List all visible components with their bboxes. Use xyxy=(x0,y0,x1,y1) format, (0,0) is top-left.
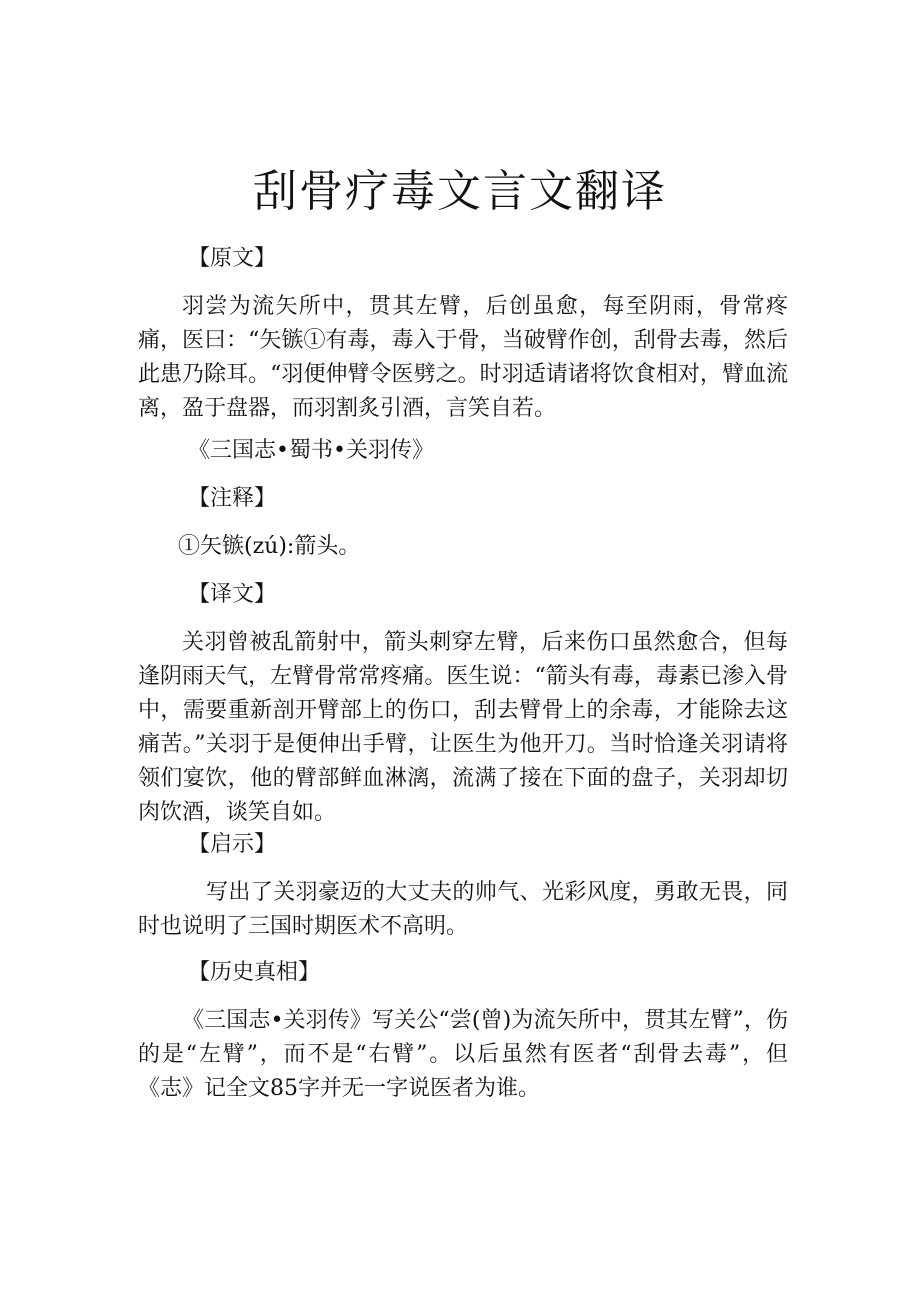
source-citation: 《三国志•蜀书•关羽传》 xyxy=(188,438,434,463)
history-text: 《三国志•关羽传》写关公“尝(曾)为流矢所中，贯其左臂”，伤的是“左臂”，而不是“右臂”。以后虽然有医者“刮骨去毒”，但《志》记全文85字并无一字说医者为谁。 xyxy=(138,1008,788,1101)
note-item: ①矢镞(zú):箭头。 xyxy=(178,534,361,559)
insight-text: 写出了关羽豪迈的大丈夫的帅气、光彩风度，勇敢无畏，同时也说明了三国时期医术不高明。 xyxy=(138,880,788,939)
insight-heading: 【启示】 xyxy=(188,832,277,857)
translation-heading: 【译文】 xyxy=(188,582,277,607)
document-title: 刮骨疗毒文言文翻译 xyxy=(253,166,667,217)
original-heading: 【原文】 xyxy=(188,246,277,271)
history-heading: 【历史真相】 xyxy=(188,960,321,985)
original-text: 羽尝为流矢所中，贯其左臂，后创虽愈，每至阴雨，骨常疼痛，医曰：“矢镞①有毒，毒入于骨，当破臂作创，刮骨去毒，然后此患乃除耳。“羽便伸臂令医劈之。时羽适请诸将饮食相对，臂血流离，盈于盘器，而羽割炙引酒，言笑自若。 xyxy=(138,294,788,421)
translation-text: 关羽曾被乱箭射中，箭头刺穿左臂，后来伤口虽然愈合，但每逢阴雨天气，左臂骨常常疼痛。医生说：“箭头有毒，毒素已渗入骨中，需要重新剖开臂部上的伤口，刮去臂骨上的余毒，才能除去这痛苦。”关羽于是便伸出手臂，让医生为他开刀。当时恰逢关羽请将领们宴饮，他的臂部鲜血淋漓，流满了接在下面的盘子，关羽却切肉饮酒，谈笑自如。 xyxy=(138,630,788,825)
notes-heading: 【注释】 xyxy=(188,486,277,511)
